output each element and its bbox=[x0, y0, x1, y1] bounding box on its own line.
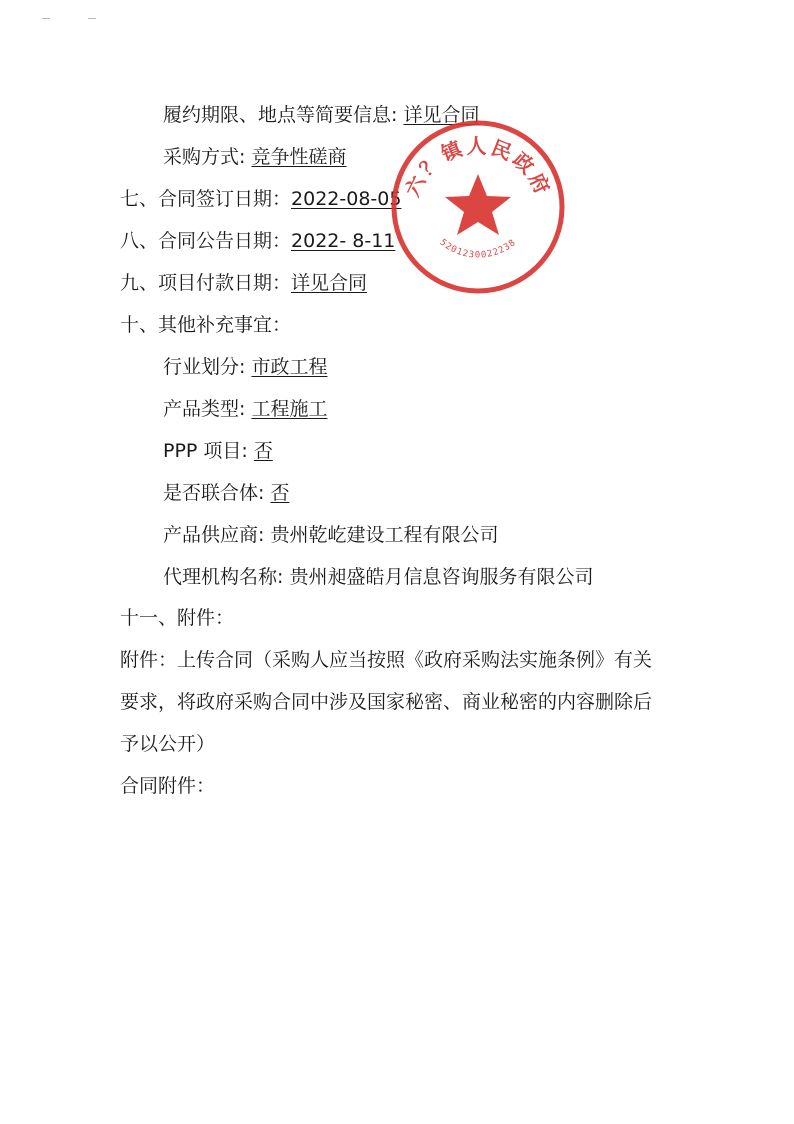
payment-date-label: 九、项目付款日期： bbox=[120, 272, 292, 294]
announcement-date-label: 八、合同公告日期： bbox=[120, 230, 292, 252]
signing-date-label: 七、合同签订日期： bbox=[120, 188, 292, 210]
attachments-heading: 十一、附件： bbox=[120, 607, 235, 629]
industry-label: 行业划分: bbox=[163, 356, 252, 378]
announcement-date-value: 2022- 8-11 bbox=[291, 230, 396, 252]
industry-value: 市政工程 bbox=[251, 356, 328, 378]
procurement-method-line bbox=[163, 145, 346, 169]
scan-artifact bbox=[42, 18, 50, 19]
product-type-value: 工程施工 bbox=[251, 398, 328, 420]
ppp-line bbox=[163, 439, 273, 463]
ppp-value: 否 bbox=[253, 440, 273, 462]
announcement-date-line bbox=[120, 229, 395, 253]
ppp-label: PPP 项目: bbox=[163, 440, 254, 462]
supplier-label: 产品供应商: bbox=[163, 524, 271, 546]
agency-line bbox=[163, 565, 593, 589]
agency-label: 代理机构名称: bbox=[163, 566, 290, 588]
other-matters-heading: 十、其他补充事宜： bbox=[120, 314, 292, 336]
supplier-line bbox=[163, 523, 498, 547]
consortium-label: 是否联合体: bbox=[163, 482, 271, 504]
seal-code-text: 5201230022238 bbox=[437, 237, 519, 261]
attachment-para-line: 附件：上传合同（采购人应当按照《政府采购法实施条例》有关 bbox=[120, 649, 653, 671]
official-seal bbox=[388, 117, 568, 297]
product-type-line bbox=[163, 397, 327, 421]
scan-artifact bbox=[88, 18, 96, 19]
signing-date-line bbox=[120, 187, 401, 211]
supplier-value: 贵州乾屹建设工程有限公司 bbox=[270, 524, 499, 546]
signing-date-value: 2022-08-05 bbox=[291, 188, 402, 210]
contract-attachment-label: 合同附件： bbox=[120, 775, 216, 797]
payment-date-line bbox=[120, 271, 367, 295]
attachment-para-line: 予以公开） bbox=[120, 733, 216, 755]
procurement-method-label: 采购方式: bbox=[163, 146, 252, 168]
agency-value: 贵州昶盛皓月信息咨询服务有限公司 bbox=[289, 566, 594, 588]
consortium-value: 否 bbox=[270, 482, 290, 504]
payment-date-value: 详见合同 bbox=[291, 272, 368, 294]
seal-name-text: 六？镇人民政府 bbox=[400, 134, 556, 201]
industry-line bbox=[163, 355, 327, 379]
seal-star-icon bbox=[445, 174, 511, 235]
consortium-line bbox=[163, 481, 289, 505]
performance-info-value: 详见合同 bbox=[403, 104, 480, 126]
product-type-label: 产品类型: bbox=[163, 398, 252, 420]
procurement-method-value: 竞争性磋商 bbox=[251, 146, 347, 168]
attachment-para-line: 要求，将政府采购合同中涉及国家秘密、商业秘密的内容删除后 bbox=[120, 691, 653, 713]
performance-info-label: 履约期限、地点等简要信息: bbox=[163, 104, 404, 126]
